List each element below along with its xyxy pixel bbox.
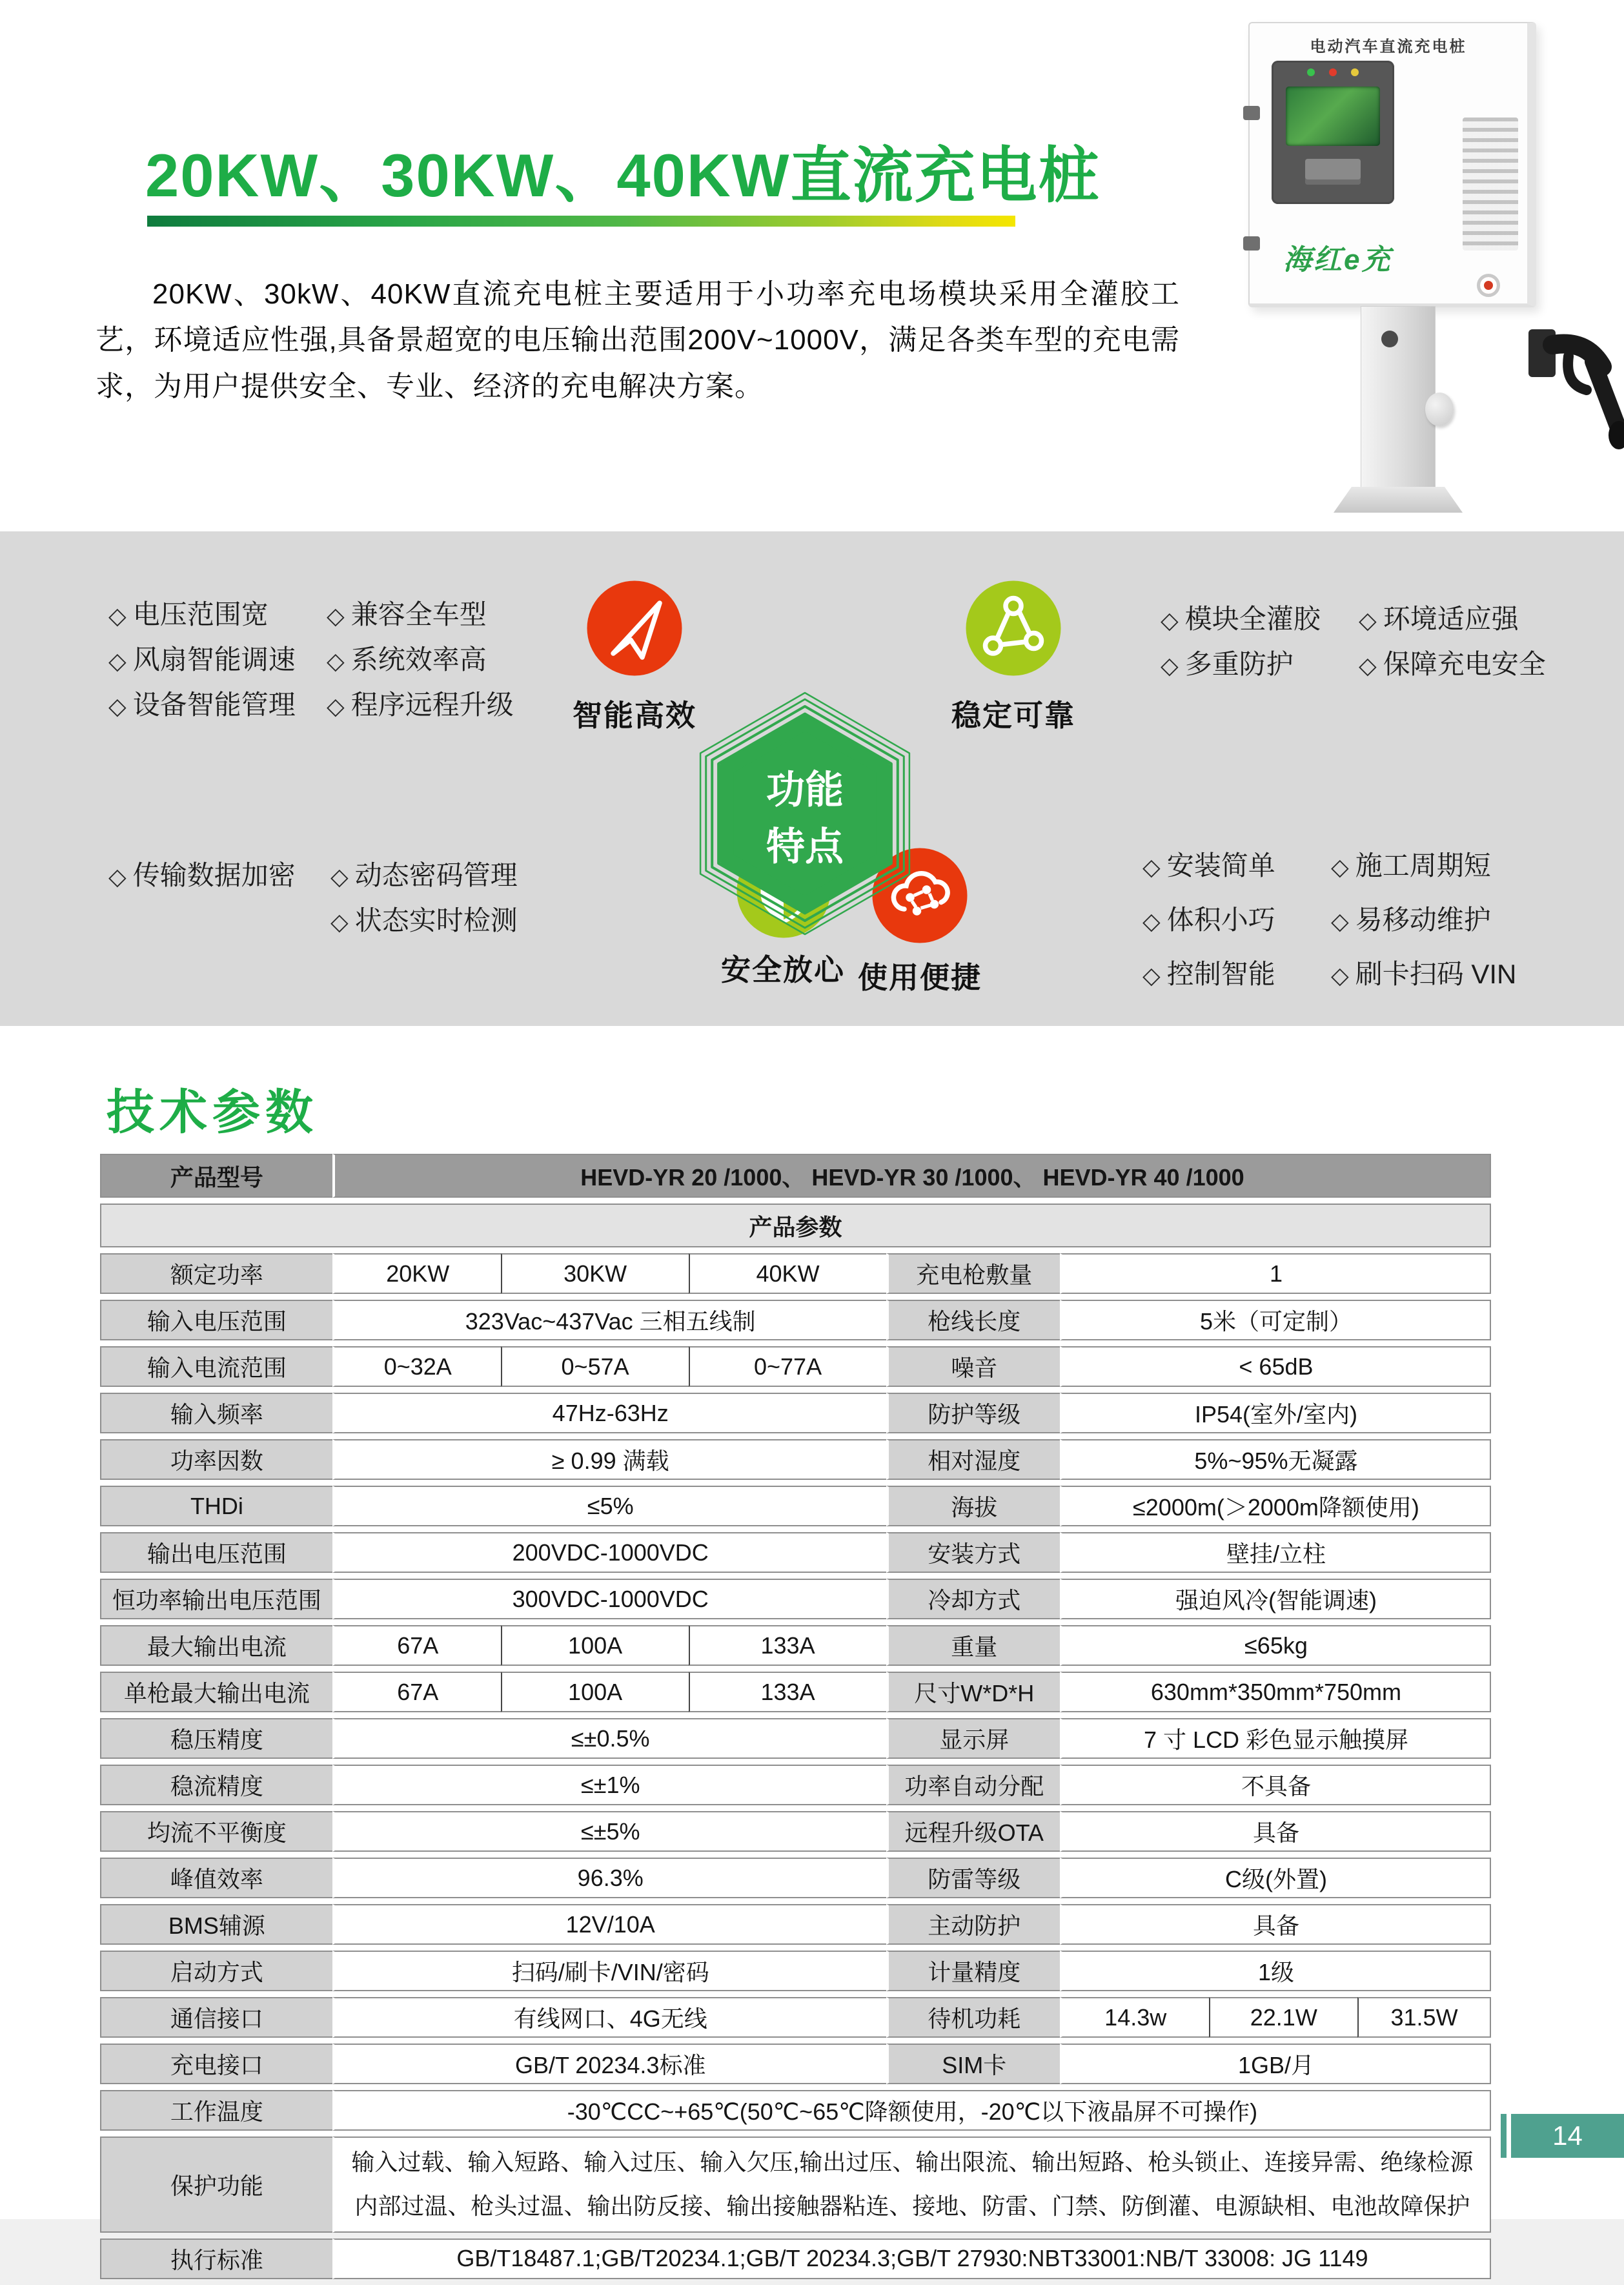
spec-value-cell: 具备: [1060, 1811, 1491, 1852]
spec-value-cell: 31.5W: [1357, 1997, 1491, 2038]
paper-plane-icon: [586, 580, 683, 677]
feature-list-stable-col2: [1359, 597, 1546, 688]
spec-label-cell: 计量精度: [886, 1951, 1060, 1991]
spec-value-cell: 产品参数: [100, 1204, 1491, 1247]
spec-value-cell: 200VDC-1000VDC: [332, 1532, 886, 1573]
spec-value-cell: 133A: [689, 1625, 886, 1666]
feature-bullet: ◇ 控制智能: [1142, 948, 1275, 1002]
feature-label-stable: 稳定可靠: [951, 699, 1075, 732]
spec-value-cell: 133A: [689, 1672, 886, 1712]
spec-value-cell: 强迫风冷(智能调速): [1060, 1579, 1491, 1619]
spec-label-cell: 执行标准: [100, 2239, 332, 2279]
spec-value-cell: 有线网口、4G无线: [332, 1997, 886, 2038]
spec-value-cell: GB/T18487.1;GB/T20234.1;GB/T 20234.3;GB/T 27930:NBT33001:NB/T 33008: JG 1149: [332, 2239, 1491, 2279]
spec-label-cell: 输入频率: [100, 1393, 332, 1433]
spec-value-cell: 5%~95%无凝露: [1060, 1439, 1491, 1480]
spec-value-cell: ≤65kg: [1060, 1625, 1491, 1666]
feature-bullet: ◇ 多重防护: [1161, 642, 1321, 688]
feature-list-stable-col1: [1161, 597, 1321, 688]
spec-value-cell: GB/T 20234.3标准: [332, 2044, 886, 2084]
spec-label-cell: 额定功率: [100, 1253, 332, 1294]
feature-bullet: ◇ 传输数据加密: [108, 854, 296, 899]
feature-bullet: ◇ 风扇智能调速: [108, 638, 296, 683]
spec-value-cell: 输入过载、输入短路、输入过压、输入欠压,输出过压、输出限流、输出短路、枪头锁止、连接异需、绝缘检源内部过温、枪头过温、输出防反接、输出接触器粘连、接地、防雷、门禁、防倒灌、电源缺相、电池故障保护: [332, 2136, 1491, 2233]
feature-label-convenient: 使用便捷: [858, 961, 982, 994]
page-number-badge: [1511, 2114, 1624, 2158]
specs-table: [100, 1148, 1491, 2285]
feature-list-safe-col1: [108, 854, 296, 899]
specs-table-body: [100, 1154, 1491, 2279]
charging-gun-icon: [1207, 8, 1624, 528]
spec-value-cell: 1级: [1060, 1951, 1491, 1991]
spec-label-cell: 相对湿度: [886, 1439, 1060, 1480]
hexagon-text-line1: 功能: [766, 768, 844, 812]
spec-label-cell: THDi: [100, 1486, 332, 1526]
spec-value-cell: 12V/10A: [332, 1904, 886, 1945]
spec-label-cell: BMS辅源: [100, 1904, 332, 1945]
network-triangle-icon: [965, 580, 1062, 677]
spec-label-cell: 安装方式: [886, 1532, 1060, 1573]
spec-value-cell: 不具备: [1060, 1765, 1491, 1805]
spec-value-cell: ≤5%: [332, 1486, 886, 1526]
spec-value-cell: ≤2000m(＞2000m降额使用): [1060, 1486, 1491, 1526]
spec-value-cell: C级(外置): [1060, 1858, 1491, 1898]
feature-list-safe-col2: [330, 854, 518, 944]
spec-label-cell: 待机功耗: [886, 1997, 1060, 2038]
spec-label-cell: 冷却方式: [886, 1579, 1060, 1619]
product-description: 20KW、30kW、40KW直流充电桩主要适用于小功率充电场模块采用全灌胶工艺，环境适应性强,具备景超宽的电压输出范围200V~1000V，满足各类车型的充电需求，为用户提供安全、专业、经济的充电解决方案。: [96, 278, 1180, 402]
feature-bullet: ◇ 电压范围宽: [108, 593, 296, 638]
spec-value-cell: 67A: [332, 1625, 501, 1666]
feature-bullet: ◇ 安装简单: [1142, 839, 1275, 894]
spec-value-cell: < 65dB: [1060, 1346, 1491, 1387]
spec-value-cell: 壁挂/立柱: [1060, 1532, 1491, 1573]
spec-value-cell: 扫码/刷卡/VIN/密码: [332, 1951, 886, 1991]
spec-value-cell: ≤±0.5%: [332, 1718, 886, 1759]
brand-logo: 海红e充: [1283, 244, 1392, 276]
feature-bullet: ◇ 体积小巧: [1142, 894, 1275, 948]
spec-label-cell: 功率自动分配: [886, 1765, 1060, 1805]
spec-value-cell: 323Vac~437Vac 三相五线制: [332, 1300, 886, 1340]
spec-value-cell: ≤±1%: [332, 1765, 886, 1805]
feature-bullet: ◇ 设备智能管理: [108, 683, 296, 728]
spec-value-cell: 1: [1060, 1253, 1491, 1294]
feature-bullet: ◇ 保障充电安全: [1359, 642, 1546, 688]
spec-label-cell: 单枪最大输出电流: [100, 1672, 332, 1712]
feature-label-safe: 安全放心: [721, 953, 845, 987]
spec-label-cell: 最大输出电流: [100, 1625, 332, 1666]
feature-bullet: ◇ 兼容全车型: [327, 593, 514, 638]
spec-label-cell: 充电枪敷量: [886, 1253, 1060, 1294]
spec-label-cell: 峰值效率: [100, 1858, 332, 1898]
feature-bullet: ◇ 刷卡扫码 VIN: [1331, 948, 1516, 1002]
spec-label-cell: 海拔: [886, 1486, 1060, 1526]
title-gradient-rule: [147, 216, 1015, 227]
spec-value-cell: 20KW: [332, 1253, 501, 1294]
spec-value-cell: 5米（可定制）: [1060, 1300, 1491, 1340]
page-number-strip: [1501, 2114, 1507, 2158]
spec-value-cell: IP54(室外/室内): [1060, 1393, 1491, 1433]
spec-value-cell: 22.1W: [1209, 1997, 1358, 2038]
spec-label-cell: 功率因数: [100, 1439, 332, 1480]
spec-value-cell: 30KW: [501, 1253, 689, 1294]
feature-bullet: ◇ 状态实时检测: [330, 899, 518, 944]
spec-value-cell: ≤±5%: [332, 1811, 886, 1852]
spec-label-cell: 稳流精度: [100, 1765, 332, 1805]
spec-value-cell: 96.3%: [332, 1858, 886, 1898]
feature-list-convenient-col1: [1142, 839, 1275, 1002]
spec-value-cell: 1GB/月: [1060, 2044, 1491, 2084]
feature-bullet: ◇ 程序远程升级: [327, 683, 514, 728]
spec-label-cell: 重量: [886, 1625, 1060, 1666]
spec-value-cell: 40KW: [689, 1253, 886, 1294]
spec-label-cell: 远程升级OTA: [886, 1811, 1060, 1852]
cabinet-banner-text: 电动汽车直流充电桩: [1310, 38, 1467, 56]
spec-value-cell: 300VDC-1000VDC: [332, 1579, 886, 1619]
feature-bullet: ◇ 模块全灌胶: [1161, 597, 1321, 642]
spec-value-cell: 100A: [501, 1625, 689, 1666]
spec-label-cell: 恒功率输出电压范围: [100, 1579, 332, 1619]
spec-label-cell: 输入电流范围: [100, 1346, 332, 1387]
spec-value-cell: 0~77A: [689, 1346, 886, 1387]
feature-label-smart: 智能高效: [573, 699, 696, 732]
feature-bullet: ◇ 系统效率高: [327, 638, 514, 683]
spec-value-cell: -30℃CC~+65℃(50℃~65℃降额使用，-20℃以下液晶屏不可操作): [332, 2090, 1491, 2131]
specs-section-title: 技术参数: [107, 1085, 318, 1139]
product-photo: [1207, 8, 1624, 528]
spec-label-cell: 输入电压范围: [100, 1300, 332, 1340]
spec-label-cell: 显示屏: [886, 1718, 1060, 1759]
spec-label-cell: 工作温度: [100, 2090, 332, 2131]
hexagon-text-line2: 特点: [766, 825, 844, 868]
spec-label-cell: 防雷等级: [886, 1858, 1060, 1898]
spec-value-cell: 47Hz-63Hz: [332, 1393, 886, 1433]
spec-value-cell: 7 寸 LCD 彩色显示触摸屏: [1060, 1718, 1491, 1759]
spec-label-cell: 通信接口: [100, 1997, 332, 2038]
spec-value-cell: 具备: [1060, 1904, 1491, 1945]
page-number: 14: [1552, 2120, 1583, 2151]
feature-bullet: ◇ 环境适应强: [1359, 597, 1546, 642]
spec-label-cell: 主动防护: [886, 1904, 1060, 1945]
spec-label-cell: 尺寸W*D*H: [886, 1672, 1060, 1712]
spec-value-cell: ≥ 0.99 满载: [332, 1439, 886, 1480]
spec-label-cell: 保护功能: [100, 2136, 332, 2233]
spec-label-cell: 噪音: [886, 1346, 1060, 1387]
spec-label-cell: 防护等级: [886, 1393, 1060, 1433]
feature-list-convenient-col2: [1331, 839, 1516, 1002]
features-hexagon-badge: [676, 684, 934, 943]
spec-label-cell: HEVD-YR 20 /1000、 HEVD-YR 30 /1000、 HEVD-YR 40 /1000: [332, 1154, 1491, 1198]
spec-label-cell: 启动方式: [100, 1951, 332, 1991]
spec-value-cell: 0~32A: [332, 1346, 501, 1387]
spec-label-cell: 产品型号: [100, 1154, 332, 1198]
spec-value-cell: 14.3w: [1060, 1997, 1209, 2038]
spec-value-cell: 100A: [501, 1672, 689, 1712]
spec-label-cell: 稳压精度: [100, 1718, 332, 1759]
spec-value-cell: 67A: [332, 1672, 501, 1712]
spec-label-cell: SIM卡: [886, 2044, 1060, 2084]
spec-value-cell: 0~57A: [501, 1346, 689, 1387]
feature-list-smart-col2: [327, 593, 514, 728]
feature-bullet: ◇ 动态密码管理: [330, 854, 518, 899]
spec-label-cell: 输出电压范围: [100, 1532, 332, 1573]
feature-bullet: ◇ 施工周期短: [1331, 839, 1516, 894]
spec-label-cell: 枪线长度: [886, 1300, 1060, 1340]
page-title: 20KW、30KW、40KW直流充电桩: [145, 141, 1101, 209]
spec-label-cell: 均流不平衡度: [100, 1811, 332, 1852]
feature-bullet: ◇ 易移动维护: [1331, 894, 1516, 948]
feature-list-smart-col1: [108, 593, 296, 728]
spec-value-cell: 630mm*350mm*750mm: [1060, 1672, 1491, 1712]
spec-label-cell: 充电接口: [100, 2044, 332, 2084]
